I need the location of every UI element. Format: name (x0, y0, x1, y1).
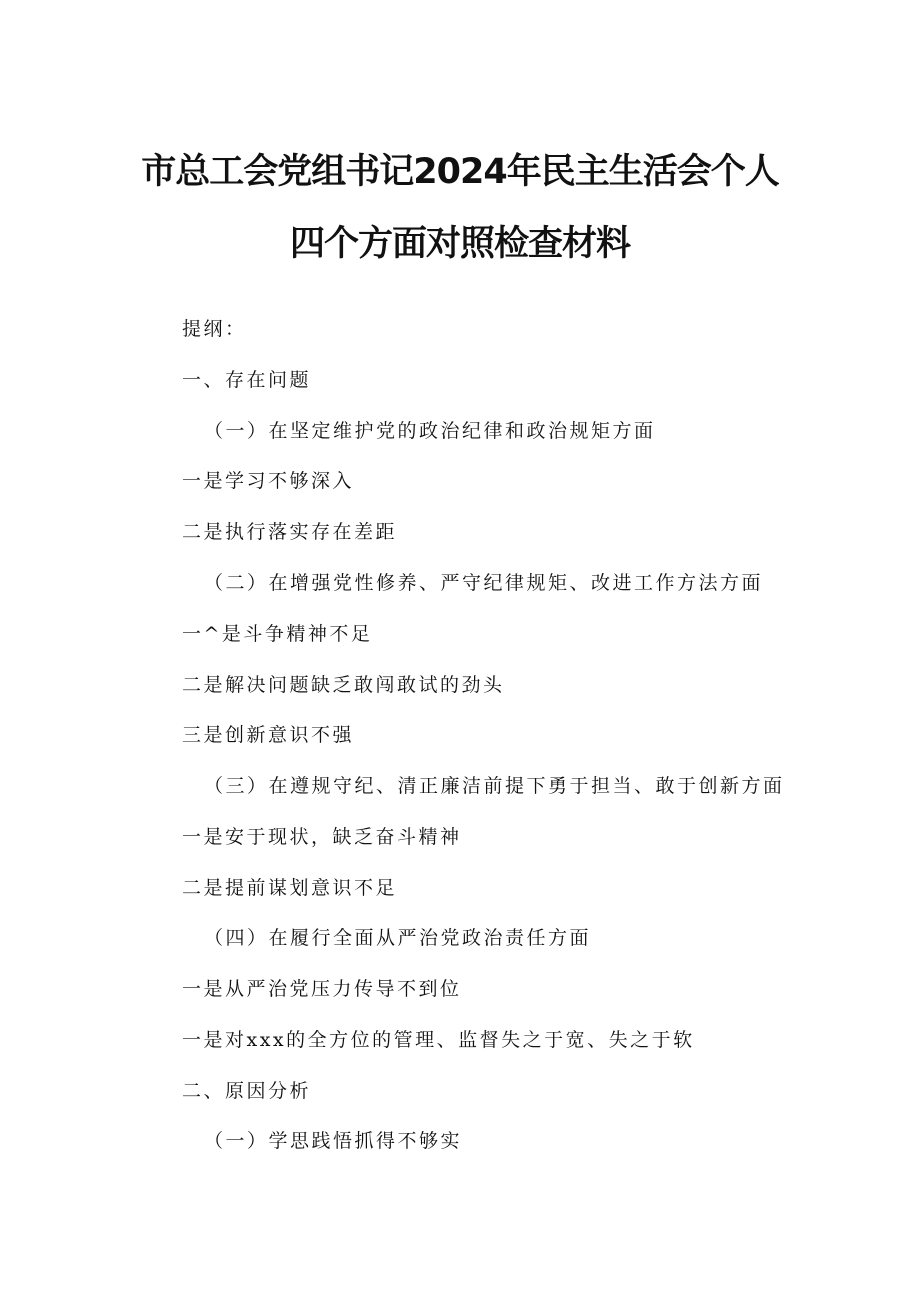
subsection-heading-1: （一）在坚定维护党的政治纪律和政治规矩方面 (204, 420, 656, 442)
list-item: 二是解决问题缺乏敢闯敢试的劲头 (182, 674, 505, 696)
subsection-heading-4: （四）在履行全面从严治党政治责任方面 (204, 927, 592, 949)
list-item: 三是创新意识不强 (182, 724, 355, 746)
section-heading-causes: 二、原因分析 (182, 1080, 312, 1102)
section-heading-problems: 一、存在问题 (182, 369, 312, 391)
document-title-line-2: 四个方面对照检查材料 (289, 224, 630, 264)
document-title-line-1: 市总工会党组书记2024年民主生活会个人 (141, 152, 779, 192)
list-item: 一是从严治党压力传导不到位 (182, 978, 462, 1000)
list-item: 一是学习不够深入 (182, 470, 355, 492)
outline-label: 提纲： (182, 318, 247, 340)
list-item: 二是提前谋划意识不足 (182, 877, 398, 899)
list-item: 二是执行落实存在差距 (182, 521, 398, 543)
list-item: 一是对xxx的全方位的管理、监督失之于宽、失之于软 (182, 1029, 695, 1051)
list-item: 一^是斗争精神不足 (182, 623, 373, 645)
list-item: 一是安于现状，缺乏奋斗精神 (182, 826, 462, 848)
subsection-heading-2: （二）在增强党性修养、严守纪律规矩、改进工作方法方面 (204, 572, 764, 594)
subsection-heading-3: （三）在遵规守纪、清正廉洁前提下勇于担当、敢于创新方面 (204, 775, 785, 797)
subsection-heading-cause-1: （一）学思践悟抓得不够实 (204, 1130, 463, 1152)
